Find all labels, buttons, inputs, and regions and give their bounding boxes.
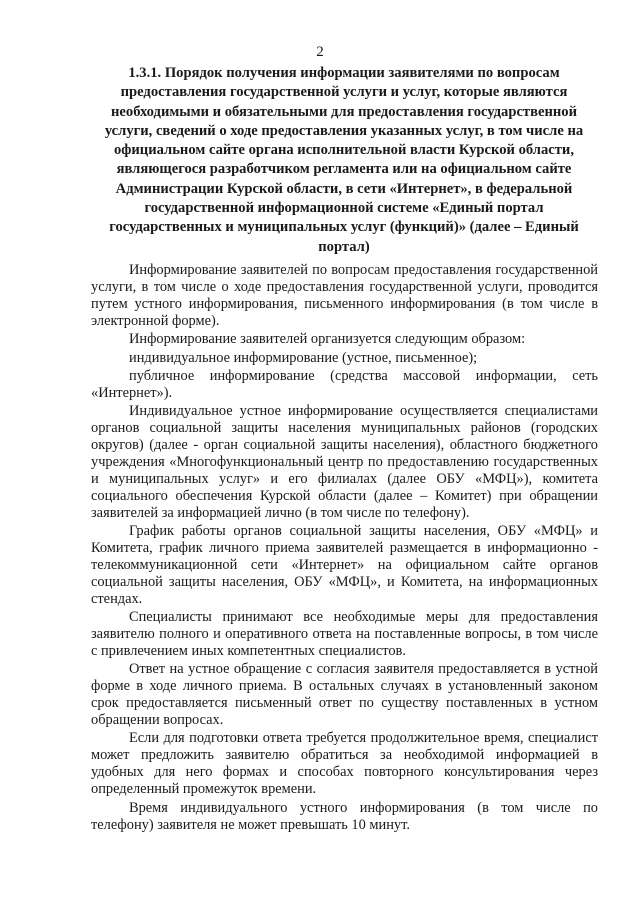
heading-line: портал): [318, 238, 370, 255]
heading-line: 1.3.1. Порядок получения информации заявителями по вопросам: [128, 65, 560, 81]
body-text: [91, 262, 598, 835]
paragraph-long-answer: Если для подготовки ответа требуется продолжительное время, специалист может предложить заявителю обратиться за необходимой информацией в удобных для него формах и способах повторного консультирования через определенный промежуток времени.: [91, 730, 598, 798]
paragraph-time-limit: Время индивидуального устного информирования (в том числе по телефону) заявителя не может превышать 10 минут.: [91, 799, 598, 833]
heading-line: государственных и муниципальных услуг (функций)» (далее – Единый: [109, 219, 579, 236]
paragraph-schedule: График работы органов социальной защиты населения, ОБУ «МФЦ» и Комитета, график личного приема заявителей размещается в информационно - телекоммуникационной сети «Интернет» на официальном сайте органов социальной защиты населения, ОБУ «МФЦ», и Комитета, на информационных стендах.: [91, 523, 598, 607]
heading-line: являющегося разработчиком регламента или на официальном сайте: [116, 161, 572, 178]
paragraph-oral-informing: Индивидуальное устное информирование осуществляется специалистами органов социальной защиты населения муниципальных районов (городских округов) (далее - орган социальной защиты населения), областного бюджетного учреждения «Многофункциональный центр по предоставлению государственных и муниципальных услуг» и его филиалах (далее ОБУ «МФЦ»), комитета социального обеспечения Курской области (далее – Комитет) при обращении заявителей за информацией лично (в том числе по телефону).: [91, 403, 598, 521]
paragraph-public: публичное информирование (средства массовой информации, сеть «Интернет»).: [91, 367, 598, 401]
paragraph-organization: Информирование заявителей организуется следующим образом:: [129, 331, 526, 348]
paragraph-specialists: Специалисты принимают все необходимые меры для предоставления заявителю полного и оперативного ответа на поставленные вопросы, в том числе с привлечением иных компетентных специалистов.: [91, 609, 598, 659]
paragraph-individual: индивидуальное информирование (устное, письменное);: [129, 349, 478, 366]
paragraph-oral-answer: Ответ на устное обращение с согласия заявителя предоставляется в устной форме в ходе личного приема. В остальных случаях в установленный законом срок предоставляется письменный ответ по существу поставленных в устном обращении вопросах.: [91, 661, 598, 729]
page-number: 2: [316, 44, 324, 60]
heading-line: государственной информационной системе «Единый портал: [144, 200, 544, 217]
paragraph-informing-intro: Информирование заявителей по вопросам предоставления государственной услуги, в том числе о ходе предоставления государственной услуги, проводится путем устного информирования, письменного информирования (в том числе в электронной форме).: [91, 262, 598, 329]
section-heading: [88, 64, 600, 257]
heading-line: Администрации Курской области, в сети «Интернет», в федеральной: [115, 180, 573, 197]
heading-line: услуги, сведений о ходе предоставления указанных услуг, в том числе на: [104, 122, 584, 139]
heading-line: официальном сайте органа исполнительной власти Курской области,: [113, 142, 574, 159]
heading-line: предоставления государственной услуги и услуг, которые являются: [120, 84, 568, 101]
heading-line: необходимыми и обязательными для предоставления государственной: [111, 103, 577, 120]
